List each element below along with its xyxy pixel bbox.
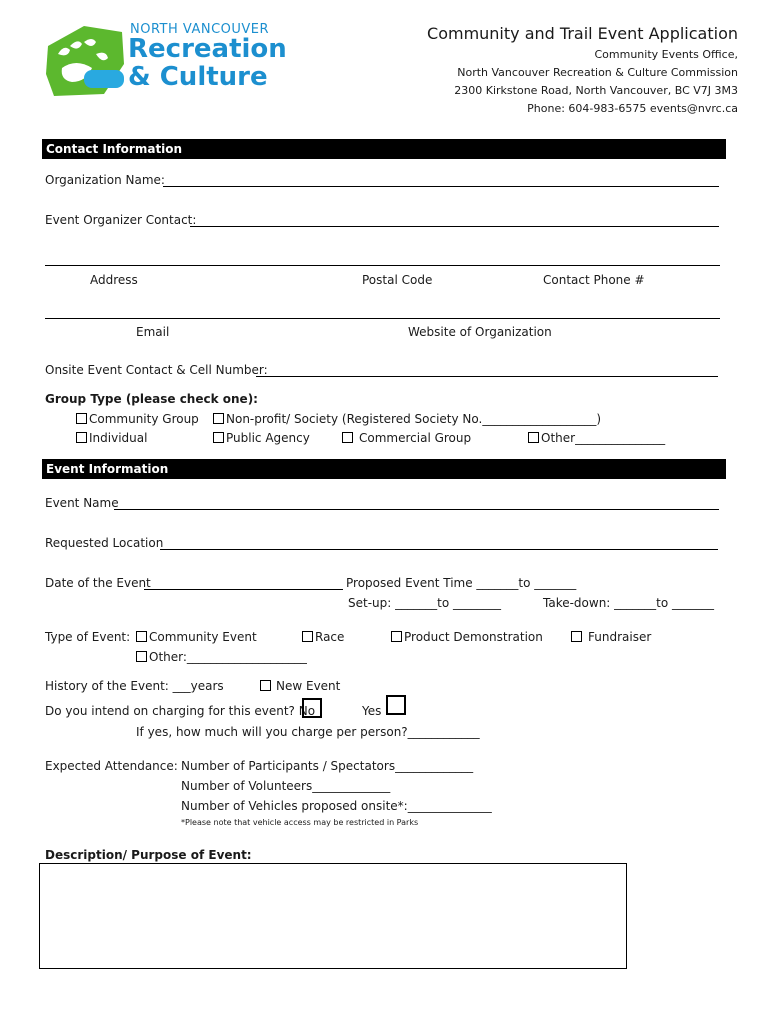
checkbox[interactable] xyxy=(571,631,582,642)
checkbox[interactable] xyxy=(136,631,147,642)
checkbox[interactable] xyxy=(391,631,402,642)
org-name-field[interactable] xyxy=(163,186,719,187)
logo-top-text: NORTH VANCOUVER xyxy=(130,22,270,37)
option-label: Product Demonstration xyxy=(404,630,543,644)
group-individual-option[interactable] xyxy=(76,431,147,445)
description-label: Description/ Purpose of Event: xyxy=(45,848,252,862)
onsite-contact-field[interactable] xyxy=(256,376,718,377)
hand-logo-icon xyxy=(44,24,126,98)
checkbox[interactable] xyxy=(76,413,87,424)
event-date-field[interactable] xyxy=(144,589,343,590)
takedown-time-field[interactable]: Take-down: _______to _______ xyxy=(543,596,715,610)
event-name-label: Event Name xyxy=(45,496,119,510)
phone-line: Phone: 604-983-6575 events@nvrc.ca xyxy=(527,102,738,115)
event-type-label: Type of Event: xyxy=(45,630,131,644)
website-label: Website of Organization xyxy=(408,325,552,339)
setup-time-field[interactable]: Set-up: _______to ________ xyxy=(348,596,501,610)
postal-code-label: Postal Code xyxy=(362,273,433,287)
option-label: Individual xyxy=(89,431,148,445)
checkbox[interactable] xyxy=(528,432,539,443)
type-other-option[interactable] xyxy=(136,650,307,664)
contact-phone-label: Contact Phone # xyxy=(543,273,645,287)
page-title: Community and Trail Event Application xyxy=(427,24,738,43)
type-race-option[interactable] xyxy=(302,630,344,644)
checkbox[interactable] xyxy=(302,631,313,642)
description-textarea[interactable] xyxy=(39,863,627,969)
option-label: Non-profit/ Society (Registered Society No.___________________) xyxy=(226,412,602,426)
participants-field[interactable]: Number of Participants / Spectators_____________ xyxy=(181,759,474,773)
group-commercial-option[interactable] xyxy=(342,431,471,445)
vehicles-field[interactable]: Number of Vehicles proposed onsite*:______________ xyxy=(181,799,492,813)
option-label: New Event xyxy=(276,679,341,693)
history-field[interactable]: History of the Event: ___years xyxy=(45,679,224,693)
location-label: Requested Location xyxy=(45,536,164,550)
contact-section-header: Contact Information xyxy=(42,139,726,159)
option-label: Race xyxy=(315,630,345,644)
checkbox[interactable] xyxy=(213,432,224,443)
option-label: Community Event xyxy=(149,630,257,644)
attendance-label: Expected Attendance: xyxy=(45,759,178,773)
event-date-label: Date of the Event xyxy=(45,576,151,590)
checkbox[interactable] xyxy=(213,413,224,424)
type-fundraiser-option[interactable] xyxy=(571,630,651,644)
email-field[interactable] xyxy=(45,318,720,319)
group-type-label: Group Type (please check one): xyxy=(45,392,258,406)
logo-line1: Recreation xyxy=(128,34,287,64)
proposed-time-field[interactable]: Proposed Event Time _______to _______ xyxy=(346,576,577,590)
logo-line2: & Culture xyxy=(128,62,268,92)
option-label: Public Agency xyxy=(226,431,310,445)
option-label: Fundraiser xyxy=(588,630,652,644)
option-label: Other_______________ xyxy=(541,431,666,445)
group-other-option[interactable] xyxy=(528,431,665,445)
group-nonprofit-option[interactable] xyxy=(213,412,601,426)
address-field[interactable] xyxy=(45,265,720,266)
checkbox[interactable] xyxy=(342,432,353,443)
charging-label: Do you intend on charging for this event? No xyxy=(45,704,316,718)
checkbox[interactable] xyxy=(260,680,271,691)
address-label: Address xyxy=(90,273,138,287)
option-label: Other:____________________ xyxy=(149,650,307,664)
logo xyxy=(44,22,287,100)
vehicle-note: *Please note that vehicle access may be restricted in Parks xyxy=(181,818,419,827)
new-event-option[interactable] xyxy=(260,679,340,693)
address-line: 2300 Kirkstone Road, North Vancouver, BC V7J 3M3 xyxy=(454,84,738,97)
volunteers-field[interactable]: Number of Volunteers_____________ xyxy=(181,779,391,793)
location-field[interactable] xyxy=(160,549,718,550)
checkbox[interactable] xyxy=(136,651,147,662)
event-section-header: Event Information xyxy=(42,459,726,479)
charging-yes-checkbox[interactable] xyxy=(386,695,406,715)
charging-yes-label: Yes xyxy=(362,704,382,718)
type-product-option[interactable] xyxy=(391,630,543,644)
event-name-field[interactable] xyxy=(114,509,719,510)
onsite-contact-label: Onsite Event Contact & Cell Number: xyxy=(45,363,268,377)
group-public-option[interactable] xyxy=(213,431,310,445)
org-name-label: Organization Name: xyxy=(45,173,165,187)
checkbox[interactable] xyxy=(76,432,87,443)
commission-line: North Vancouver Recreation & Culture Commission xyxy=(457,66,738,79)
organizer-field[interactable] xyxy=(190,226,719,227)
organizer-label: Event Organizer Contact: xyxy=(45,213,197,227)
office-line: Community Events Office, xyxy=(594,48,738,61)
group-community-option[interactable] xyxy=(76,412,199,426)
type-community-option[interactable] xyxy=(136,630,257,644)
charge-amount-field[interactable]: If yes, how much will you charge per person?____________ xyxy=(136,725,480,739)
charging-no-checkbox[interactable] xyxy=(302,698,322,718)
option-label: Community Group xyxy=(89,412,199,426)
option-label: Commercial Group xyxy=(359,431,472,445)
email-label: Email xyxy=(136,325,170,339)
